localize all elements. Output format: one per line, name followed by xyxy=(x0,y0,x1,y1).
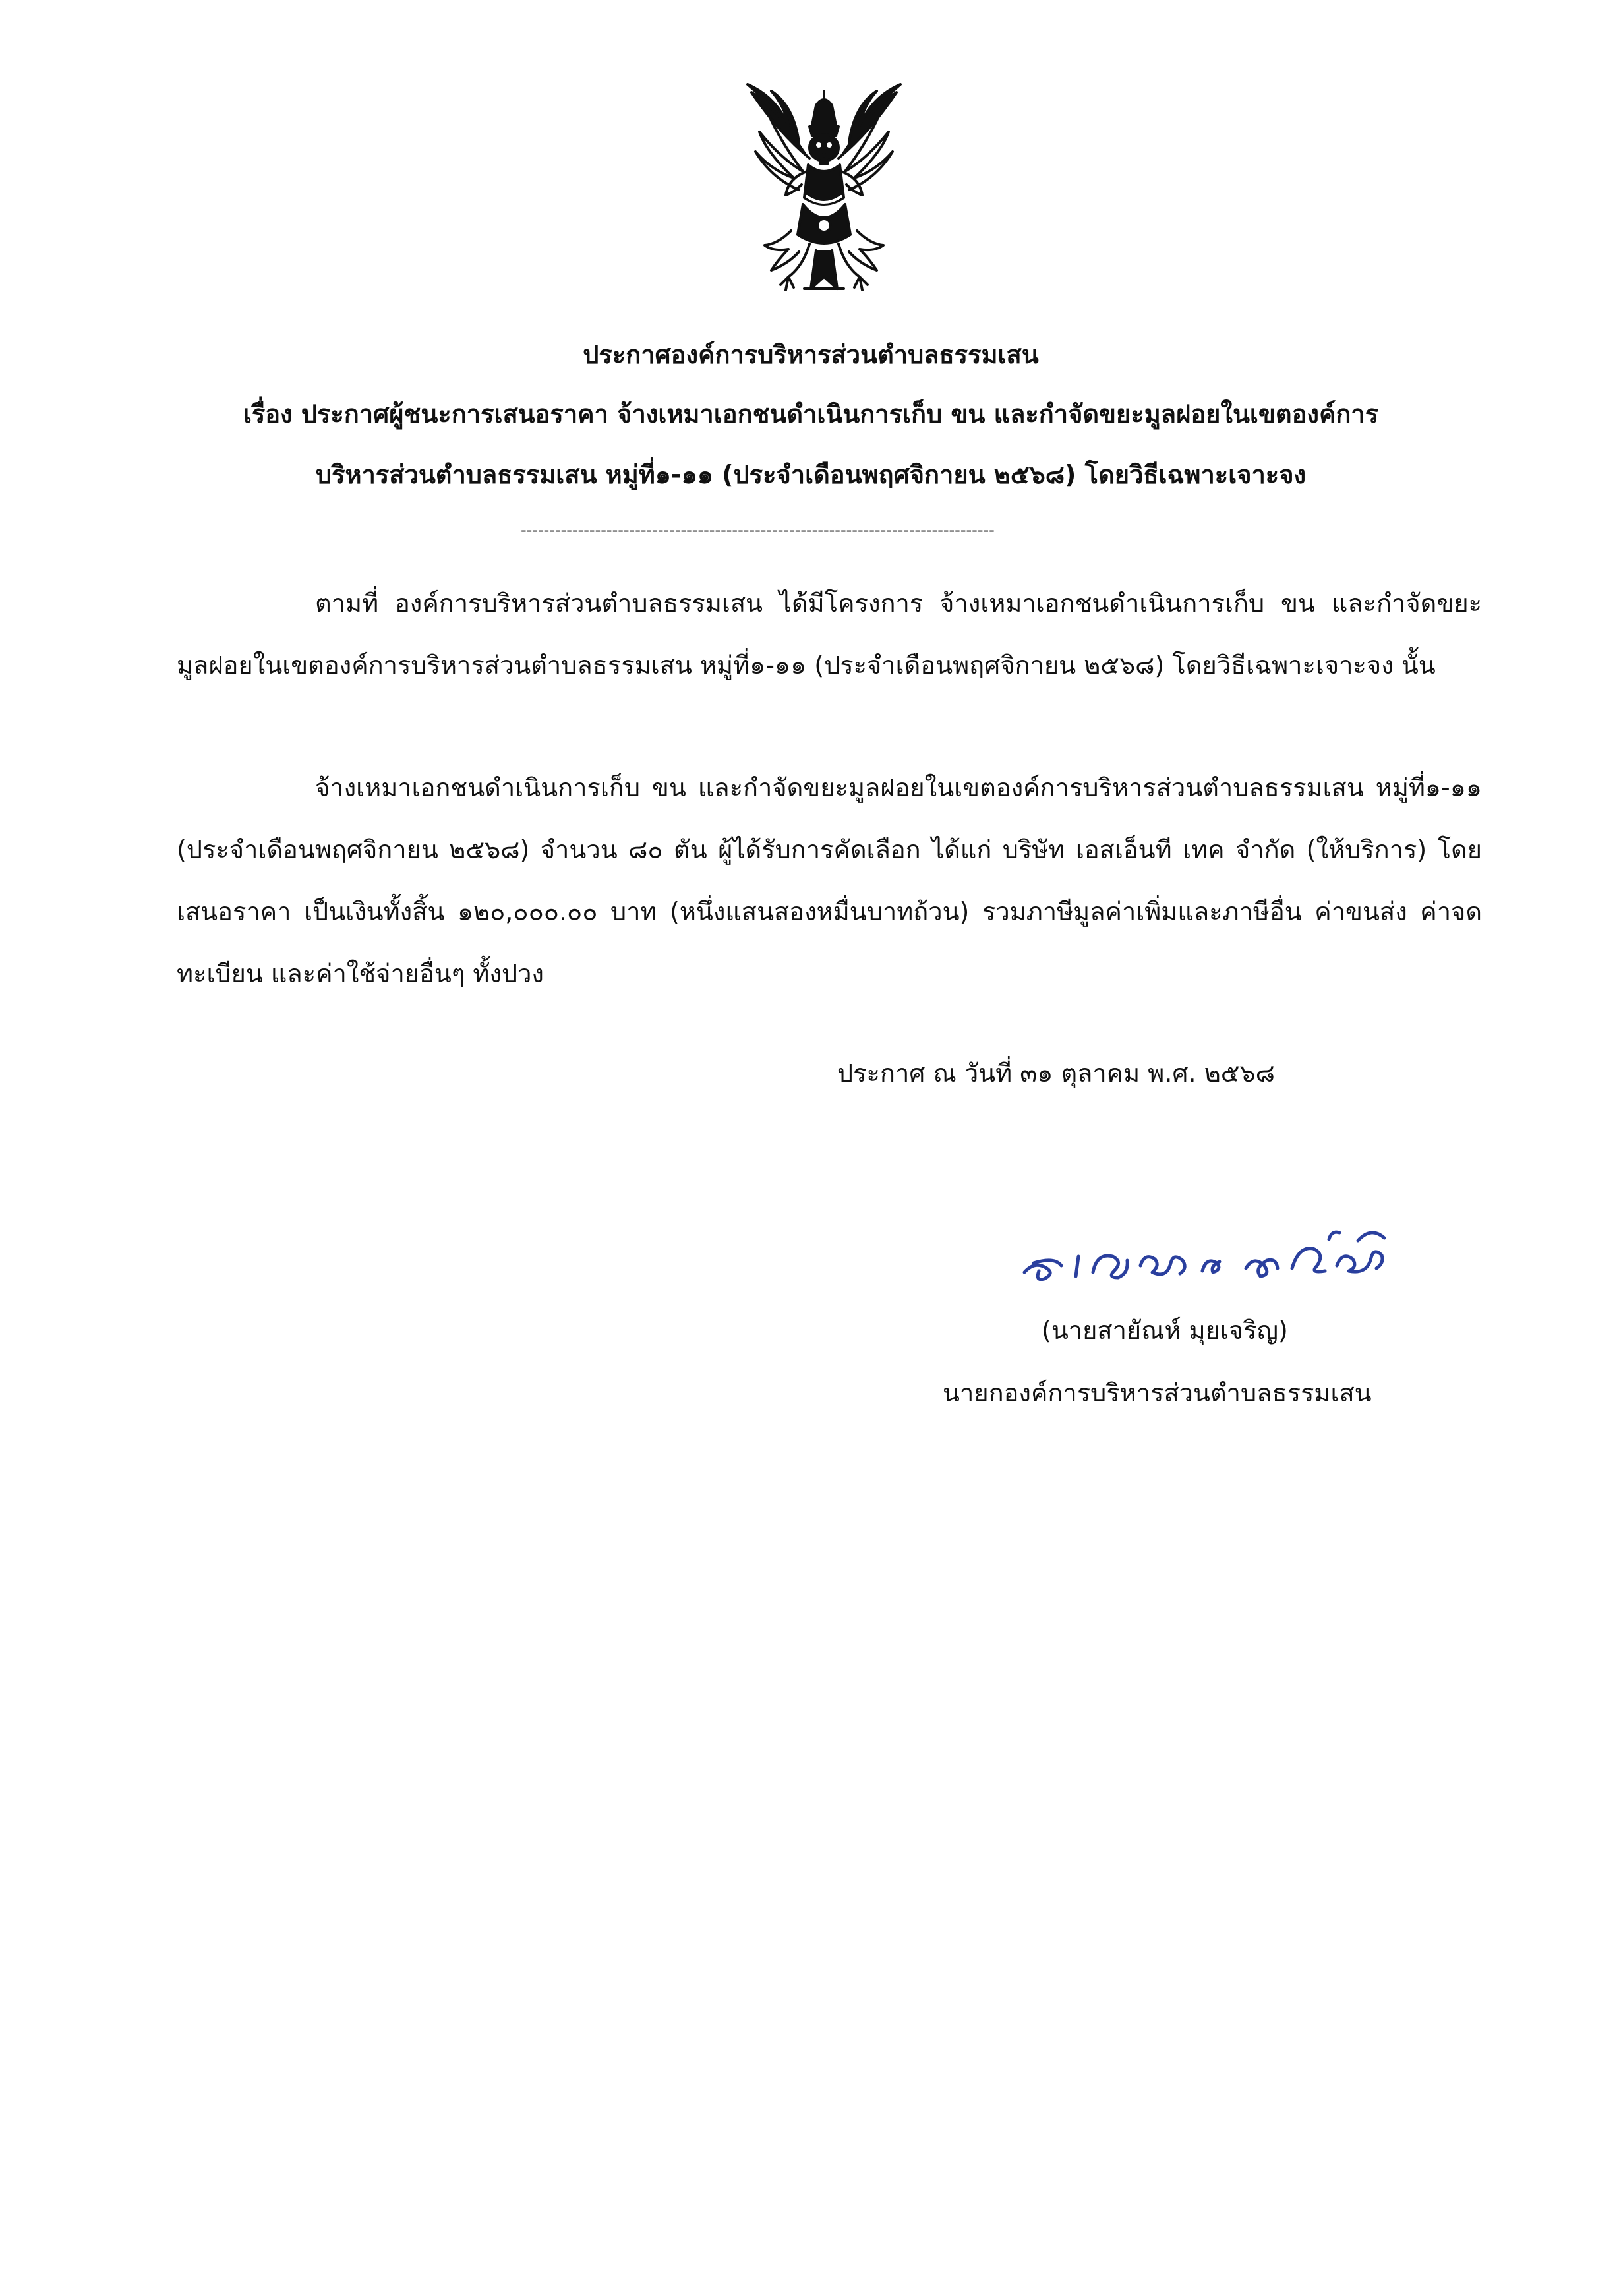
signer-name: (นายสายัณห์ มุยเจริญ) xyxy=(1042,1316,1288,1345)
body-paragraph-1: ตามที่ องค์การบริหารส่วนตำบลธรรมเสน ได้มีโครงการ จ้างเหมาเอกชนดำเนินการเก็บ ขน และกำจัดขยะมูลฝอยในเขตองค์การบริหารส่วนตำบลธรรมเสน หมู่ที่๑-๑๑ (ประจำเดือนพฤศจิกายน ๒๕๖๘) โดยวิธีเฉพาะเจาะจง นั้น xyxy=(177,589,1482,680)
announcement-subject-line-1: เรื่อง ประกาศผู้ชนะการเสนอราคา จ้างเหมาเอกชนดำเนินการเก็บ ขน และกำจัดขยะมูลฝอยในเขตองค์การ xyxy=(243,399,1379,428)
divider-line: ----------------------------------------------------------------------------------- xyxy=(521,521,995,539)
garuda-emblem-icon xyxy=(725,79,923,303)
announcement-title: ประกาศองค์การบริหารส่วนตำบลธรรมเสน xyxy=(583,340,1039,369)
signer-position: นายกองค์การบริหารส่วนตำบลธรรมเสน xyxy=(943,1378,1372,1407)
handwritten-signature xyxy=(1015,1200,1398,1299)
announcement-subject-line-2: บริหารส่วนตำบลธรรมเสน หมู่ที่๑-๑๑ (ประจำเดือนพฤศจิกายน ๒๕๖๘) โดยวิธีเฉพาะเจาะจง xyxy=(315,460,1307,489)
announce-date: ประกาศ ณ วันที่ ๓๑ ตุลาคม พ.ศ. ๒๕๖๘ xyxy=(837,1059,1275,1088)
body-paragraph-2: จ้างเหมาเอกชนดำเนินการเก็บ ขน และกำจัดขยะมูลฝอยในเขตองค์การบริหารส่วนตำบลธรรมเสน หมู่ที่๑-๑๑ (ประจำเดือนพฤศจิกายน ๒๕๖๘) จำนวน ๘๐ ตัน ผู้ได้รับการคัดเลือก ได้แก่ บริษัท เอสเอ็นที เทค จำกัด (ให้บริการ) โดยเสนอราคา เป็นเงินทั้งสิ้น ๑๒๐,๐๐๐.๐๐ บาท (หนึ่งแสนสองหมื่นบาทถ้วน) รวมภาษีมูลค่าเพิ่มและภาษีอื่น ค่าขนส่ง ค่าจดทะเบียน และค่าใช้จ่ายอื่นๆ ทั้งปวง xyxy=(177,773,1482,988)
